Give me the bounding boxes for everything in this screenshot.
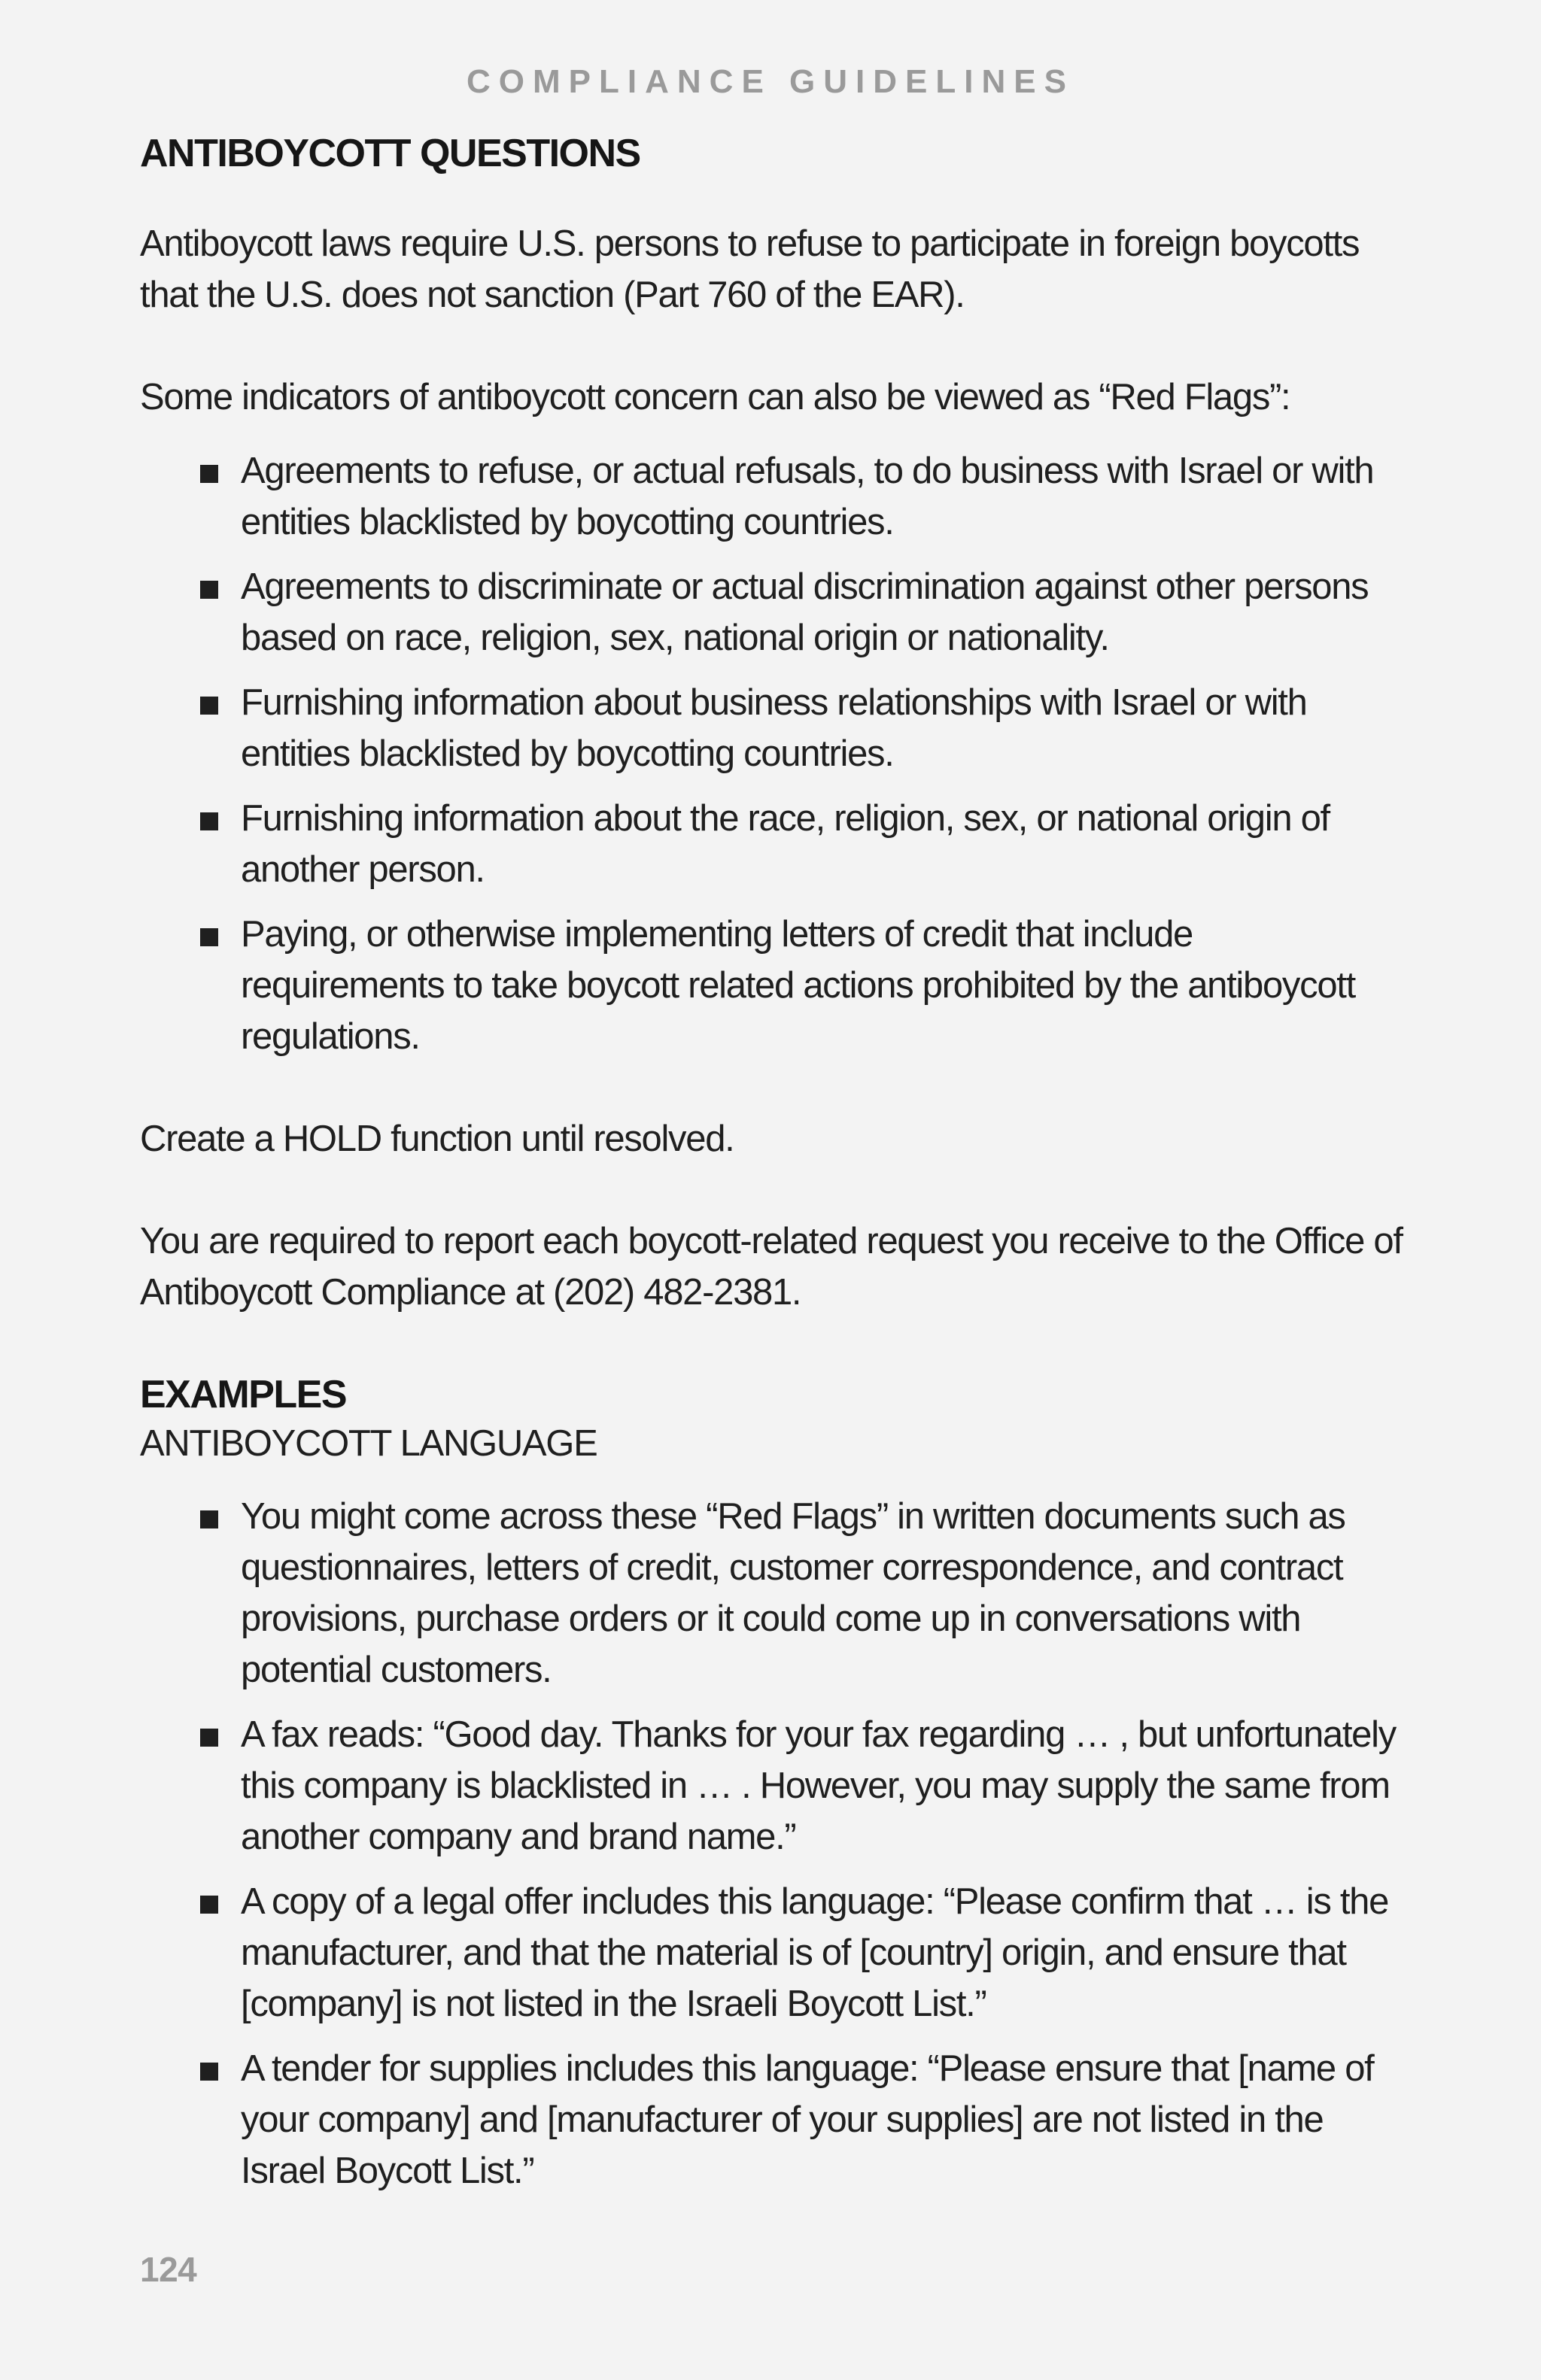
list-item-text: A tender for supplies includes this language: “Please ensure that [name of your company] and [manufacturer of your supplies] are not listed in the Israel Boycott List.” <box>241 2048 1374 2191</box>
examples-list <box>140 1491 1404 2196</box>
running-head: COMPLIANCE GUIDELINES <box>467 63 1074 100</box>
page-number: 124 <box>140 2250 197 2289</box>
list-item-text: Furnishing information about the race, religion, sex, or national origin of another person. <box>241 798 1330 890</box>
square-bullet-icon <box>200 465 218 483</box>
list-item-text: Agreements to discriminate or actual discrimination against other persons based on race, religion, sex, national origin or nationality. <box>241 566 1369 658</box>
red-flags-list <box>140 445 1404 1062</box>
list-item-text: A fax reads: “Good day. Thanks for your fax regarding … , but unfortunately this company is blacklisted in … . However, you may supply the same from another company and brand name.” <box>241 1714 1396 1857</box>
page-content <box>140 129 1404 2196</box>
square-bullet-icon <box>200 1896 218 1914</box>
list-item-text: A copy of a legal offer includes this language: “Please confirm that … is the manufacturer, and that the material is of [country] origin, and ensure that [company] is not listed in the Israeli Boycott List.” <box>241 1881 1389 2024</box>
list-item <box>241 909 1404 1062</box>
square-bullet-icon <box>200 697 218 715</box>
square-bullet-icon <box>200 812 218 830</box>
examples-subheading: ANTIBOYCOTT LANGUAGE <box>140 1423 597 1464</box>
square-bullet-icon <box>200 581 218 599</box>
list-item-text: Paying, or otherwise implementing letters of credit that include requirements to take boycott related actions prohibited by the antiboycott regulations. <box>241 914 1355 1057</box>
square-bullet-icon <box>200 928 218 946</box>
list-item <box>241 793 1404 895</box>
list-item <box>241 677 1404 779</box>
red-flags-intro-paragraph: Some indicators of antiboycott concern can also be viewed as “Red Flags”: <box>140 377 1290 417</box>
report-instruction-paragraph: You are required to report each boycott-related request you receive to the Office of Antiboycott Compliance at (202) 482-2381. <box>140 1221 1403 1313</box>
hold-instruction-paragraph: Create a HOLD function until resolved. <box>140 1119 734 1159</box>
examples-heading: EXAMPLES <box>140 1373 347 1416</box>
list-item-text: You might come across these “Red Flags” in written documents such as questionnaires, letters of credit, customer correspondence, and contract provisions, purchase orders or it could come up in conversations with potential customers. <box>241 1496 1345 1690</box>
square-bullet-icon <box>200 2063 218 2081</box>
list-item-text: Agreements to refuse, or actual refusals, to do business with Israel or with entities blacklisted by boycotting countries. <box>241 451 1374 542</box>
square-bullet-icon <box>200 1510 218 1528</box>
list-item <box>241 1709 1404 1862</box>
square-bullet-icon <box>200 1729 218 1747</box>
list-item <box>241 1876 1404 2029</box>
list-item <box>241 1491 1404 1695</box>
list-item-text: Furnishing information about business relationships with Israel or with entities blacklisted by boycotting countries. <box>241 682 1307 774</box>
list-item <box>241 2043 1404 2196</box>
list-item <box>241 561 1404 663</box>
antiboycott-intro-paragraph: Antiboycott laws require U.S. persons to refuse to participate in foreign boycotts that the U.S. does not sanction (Part 760 of the EAR). <box>140 223 1360 315</box>
list-item <box>241 445 1404 548</box>
antiboycott-questions-heading: ANTIBOYCOTT QUESTIONS <box>140 132 640 175</box>
